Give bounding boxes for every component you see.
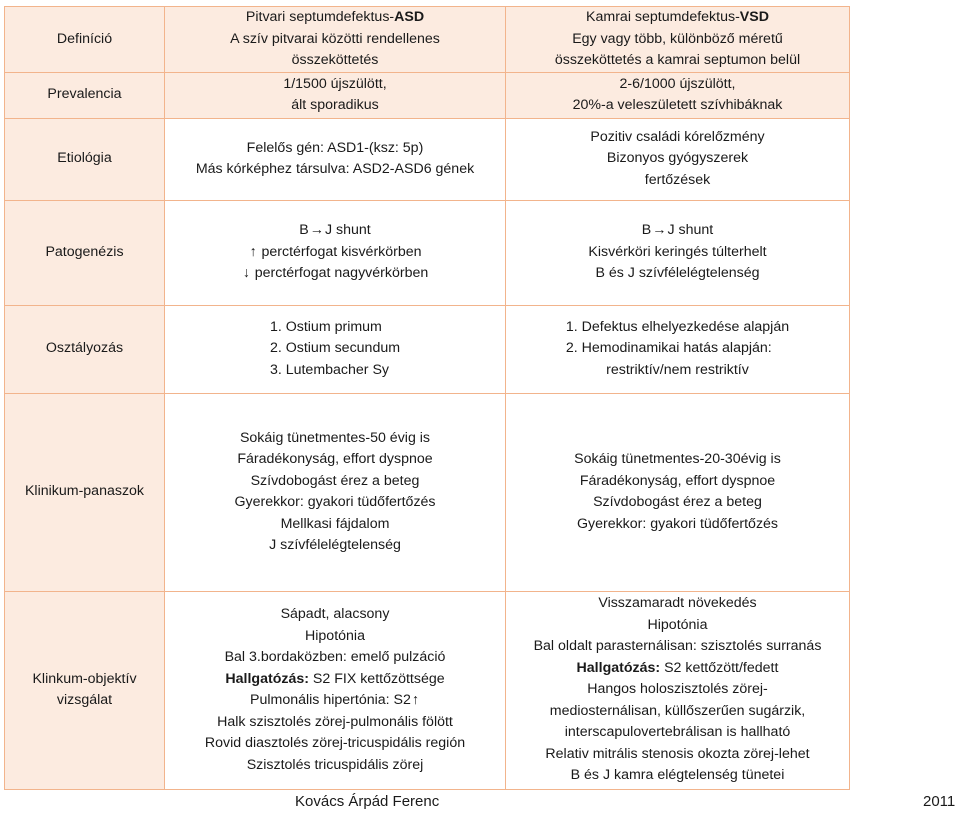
asd-klinikum-line: Fáradékonyság, effort dyspnoe [237, 451, 433, 467]
vsd-objektiv-line: Bal oldalt parasternálisan: szisztolés surranás [533, 638, 822, 655]
vsd-etiologia-line: Bizonyos gyógyszerek [606, 150, 749, 167]
row-definicio [5, 7, 850, 73]
vsd-etiologia-line: fertőzések [644, 171, 711, 188]
label-objektiv [5, 591, 165, 789]
asd-up-text: perctérfogat kisvérkörben [257, 243, 422, 260]
asd-hallgatozas-text: S2 FIX kettőzöttsége [308, 670, 445, 687]
row-objektiv [5, 591, 850, 789]
asd-klinikum-line: J szívfélelégtelenség [269, 537, 401, 553]
asd-definicio-cell [165, 7, 506, 73]
right-arrow-icon: → [309, 222, 324, 239]
asd-up-line [169, 242, 501, 264]
vsd-patogenezis-line: Kisvérköri keringés túlterhelt [588, 243, 767, 260]
asd-prevalencia-cell [165, 72, 506, 118]
asd-hallgatozas-line [169, 669, 501, 691]
asd-down-text: perctérfogat nagyvérkörben [250, 265, 429, 282]
down-arrow-icon: ↓ [242, 265, 250, 282]
comparison-table [4, 6, 850, 790]
vsd-classification-list [566, 317, 789, 360]
vsd-hallgatozas-label: Hallgatózás: [576, 659, 661, 676]
vsd-definicio-line: Egy vagy több, különböző méretű [572, 30, 783, 47]
label-etiologia: Etiológia [5, 118, 165, 200]
label-objektiv-line: Klinkum-objektív [32, 670, 137, 687]
row-osztalyozas [5, 305, 850, 393]
list-item: 2. Hemodinamikai hatás alapján: [565, 340, 772, 357]
vsd-klinikum-line: Fáradékonyság, effort dyspnoe [579, 472, 776, 489]
asd-objektiv-cell [165, 591, 506, 789]
asd-patogenezis-cell [165, 200, 506, 305]
asd-objektiv-line: Rovid diasztolés zörej-tricuspidális región [204, 735, 466, 751]
row-klinikum [5, 393, 850, 591]
asd-klinikum-line: Mellkasi fájdalom [280, 515, 390, 532]
asd-osztalyozas-cell [165, 305, 506, 393]
row-etiologia [5, 118, 850, 200]
label-patogenezis: Patogenézis [5, 200, 165, 305]
vsd-prevalencia-line: 20%-a veleszületett szívhibáknak [572, 97, 783, 113]
asd-pulmonalis-line [169, 690, 501, 712]
asd-definicio-line: összeköttetés [291, 52, 379, 68]
asd-down-line [169, 263, 501, 285]
asd-objektiv-line: Hipotónia [305, 627, 365, 644]
vsd-klinikum-line: Szívdobogást érez a beteg [593, 494, 762, 510]
right-arrow-icon: → [652, 222, 667, 239]
list-item: 1. Defektus elhelyezkedése alapján [565, 318, 790, 335]
label-definicio: Definíció [5, 7, 165, 73]
up-arrow-icon: ↑ [411, 692, 419, 708]
asd-hallgatozas-label: Hallgatózás: [225, 670, 309, 687]
vsd-patogenezis-cell [506, 200, 850, 305]
vsd-objektiv-line: Hipotónia [647, 616, 708, 633]
asd-header-prefix: Pitvari septumdefektus- [245, 9, 395, 25]
asd-etiologia-cell [165, 118, 506, 200]
vsd-shunt-right: J shunt [667, 222, 714, 239]
vsd-prevalencia-line: 2-6/1000 újszülött, [619, 75, 736, 92]
vsd-etiologia-line: Pozitiv családi kórelőzmény [590, 128, 765, 145]
footer-year: 2011 [923, 793, 956, 810]
vsd-patogenezis-line: B és J szívfélelégtelenség [595, 265, 760, 282]
asd-classification-list [270, 317, 400, 382]
row-patogenezis [5, 200, 850, 305]
vsd-etiologia-cell [506, 118, 850, 200]
vsd-objektiv-line: Visszamaradt növekedés [598, 595, 757, 612]
vsd-header-prefix: Kamrai septumdefektus- [586, 9, 740, 25]
asd-objektiv-line: Sápadt, alacsony [280, 606, 390, 622]
row-prevalencia [5, 72, 850, 118]
label-prevalencia: Prevalencia [5, 72, 165, 118]
vsd-klinikum-line: Sokáig tünetmentes-20-30évig is [574, 451, 781, 467]
list-item: 1. Ostium primum [269, 318, 382, 335]
asd-prevalencia-line: ált sporadikus [291, 97, 379, 113]
vsd-definicio-cell [506, 7, 850, 73]
label-objektiv-line: vizsgálat [56, 692, 113, 708]
asd-shunt-left: B [299, 222, 309, 239]
asd-etiologia-line: Más kórképhez társulva: ASD2-ASD6 gének [195, 161, 475, 177]
vsd-hallgatozas-text: S2 kettőzött/fedett [660, 659, 779, 676]
vsd-osztalyozas-cell [506, 305, 850, 393]
vsd-shunt-line [510, 220, 845, 242]
vsd-objektiv-line: interscapulovertebrálisan is hallható [564, 724, 791, 741]
asd-prevalencia-line: 1/1500 újszülött, [283, 75, 387, 92]
vsd-klinikum-line: Gyerekkor: gyakori tüdőfertőzés [576, 515, 779, 532]
asd-objektiv-line: Bal 3.bordaközben: emelő pulzáció [224, 649, 446, 665]
vsd-objektiv-line: Relativ mitrális stenosis okozta zörej-lehet [545, 745, 810, 762]
list-item: 2. Ostium secundum [269, 340, 401, 357]
asd-shunt-right: J shunt [324, 222, 371, 239]
up-arrow-icon: ↑ [249, 243, 257, 260]
asd-klinikum-line: Gyerekkor: gyakori tüdőfertőzés [234, 494, 436, 510]
vsd-objektiv-cell [506, 591, 850, 789]
vsd-classification-note: restriktív/nem restriktív [606, 361, 749, 378]
vsd-header [510, 7, 845, 29]
label-osztalyozas: Osztályozás [5, 305, 165, 393]
vsd-objektiv-line: mediosternálisan, küllőszerűen sugárzik, [549, 702, 806, 719]
asd-klinikum-line: Szívdobogást érez a beteg [250, 472, 420, 489]
asd-shunt-line [169, 220, 501, 242]
asd-etiologia-line: Felelős gén: ASD1-(ksz: 5p) [246, 139, 424, 156]
asd-klinikum-line: Sokáig tünetmentes-50 évig is [239, 429, 431, 446]
label-klinikum: Klinikum-panaszok [5, 393, 165, 591]
vsd-definicio-line: összeköttetés a kamrai septumon belül [554, 52, 801, 68]
asd-definicio-line: A szív pitvarai közötti rendellenes [230, 30, 440, 47]
asd-header [169, 7, 501, 29]
footer-author: Kovács Árpád Ferenc [295, 793, 440, 810]
vsd-shunt-left: B [641, 222, 652, 239]
asd-header-bold: ASD [394, 9, 425, 25]
vsd-klinikum-cell [506, 393, 850, 591]
vsd-prevalencia-cell [506, 72, 850, 118]
vsd-header-bold: VSD [739, 9, 769, 25]
list-item: 3. Lutembacher Sy [269, 361, 390, 378]
vsd-objektiv-line: Hangos holoszisztolés zörej- [587, 681, 768, 698]
asd-objektiv-line: Szisztolés tricuspidális zörej [246, 756, 424, 773]
asd-pulmonalis-text: Pulmonális hipertónia: S2 [250, 692, 411, 708]
asd-klinikum-cell [165, 393, 506, 591]
vsd-objektiv-line: B és J kamra elégtelenség tünetei [570, 767, 785, 784]
asd-objektiv-line: Halk szisztolés zörej-pulmonális fölött [217, 713, 453, 730]
vsd-hallgatozas-line [510, 658, 845, 680]
